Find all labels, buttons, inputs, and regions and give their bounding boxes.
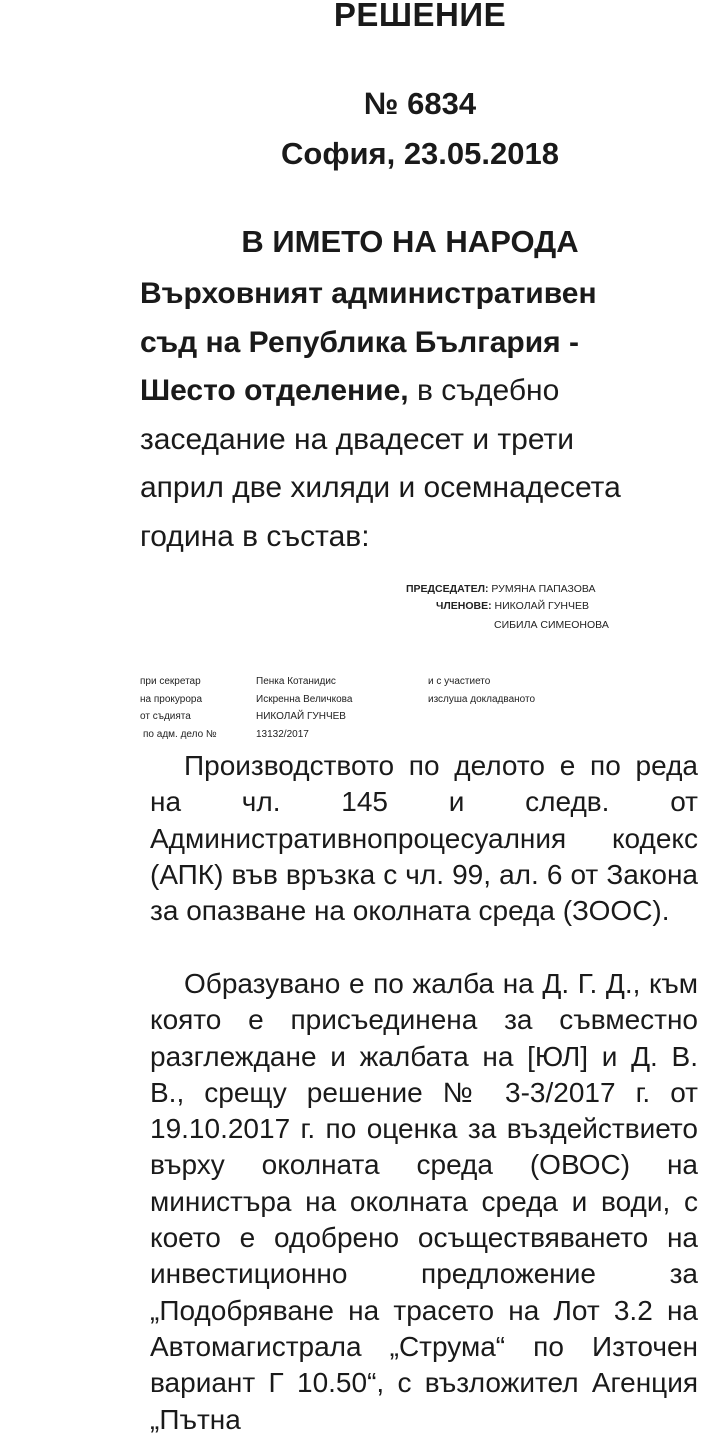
court-composition-text: [140, 270, 700, 561]
heard-report: изслуша докладваното: [428, 693, 536, 705]
paragraph-2: Образувано е по жалба на Д. Г. Д., към която е присъединена за съвместно разглеждане и жалбата на [ЮЛ] и Д. В. В., срещу решение № 3-3/2017 г. от 19.10.2017 г. по оценка за въздействието върху околната среда (ОВОС) на министъра на околната среда и води, с което е одобрено осъществяването на инвестиционно предложение за „Подобряване на трасето на Лот 3.2 на Автомагистрала „Струма“ по Източен вариант Г 10.50“, с възложител Агенция „Пътна: [150, 968, 698, 1435]
participant-values: [256, 673, 352, 743]
court-line-4: заседание на двадесет и трети: [140, 422, 575, 456]
document-title: РЕШЕНИЕ: [333, 0, 507, 33]
court-line-3-rest: в съдебно: [408, 374, 560, 407]
paragraph-complaint: [150, 966, 698, 1438]
chair-row: [406, 583, 596, 595]
participant-right: [428, 673, 535, 708]
court-line-6: година в състав:: [140, 519, 370, 553]
in-the-name-of-the-people: В ИМЕТО НА НАРОДА: [241, 224, 579, 259]
paragraph-1: Производството по делото е по реда на чл. 145 и следв. от Административнопроцесуалния кодекс (АПК) във връзка с чл. 99, ал. 6 от Закона за опазване на околната среда (ЗООС).: [150, 750, 698, 927]
court-line-3-bold: Шесто отделение,: [140, 374, 409, 407]
members-row: [436, 600, 589, 612]
secretary-name: Пенка Котанидис: [256, 676, 336, 687]
chair-label: ПРЕДСЕДАТЕЛ:: [406, 583, 489, 595]
member-2: СИБИЛА СИМЕОНОВА: [494, 619, 609, 631]
court-line-5: април две хиляди и осемнадесета: [140, 471, 621, 504]
paragraph-procedure: [150, 748, 698, 929]
participant-labels: [140, 673, 217, 743]
member-1: НИКОЛАЙ ГУНЧЕВ: [494, 600, 589, 612]
with-participation: и с участието: [428, 676, 491, 687]
label-prosecutor: на прокурора: [140, 693, 203, 705]
decision-number: № 6834: [363, 86, 477, 121]
members-label: ЧЛЕНОВЕ:: [436, 600, 492, 612]
label-judge: от съдията: [140, 711, 191, 722]
label-case-number: по адм. дело №: [143, 728, 217, 740]
court-line-1: Върховният административен: [140, 277, 597, 310]
court-line-2: съд на Република България -: [140, 325, 580, 359]
judge-name: НИКОЛАЙ ГУНЧЕВ: [256, 711, 346, 722]
place-and-date: София, 23.05.2018: [281, 136, 559, 171]
case-number: 13132/2017: [256, 728, 309, 740]
chair-name: РУМЯНА ПАПАЗОВА: [491, 583, 596, 595]
prosecutor-name: Искренна Величкова: [256, 693, 353, 705]
label-secretary: при секретар: [140, 676, 201, 687]
